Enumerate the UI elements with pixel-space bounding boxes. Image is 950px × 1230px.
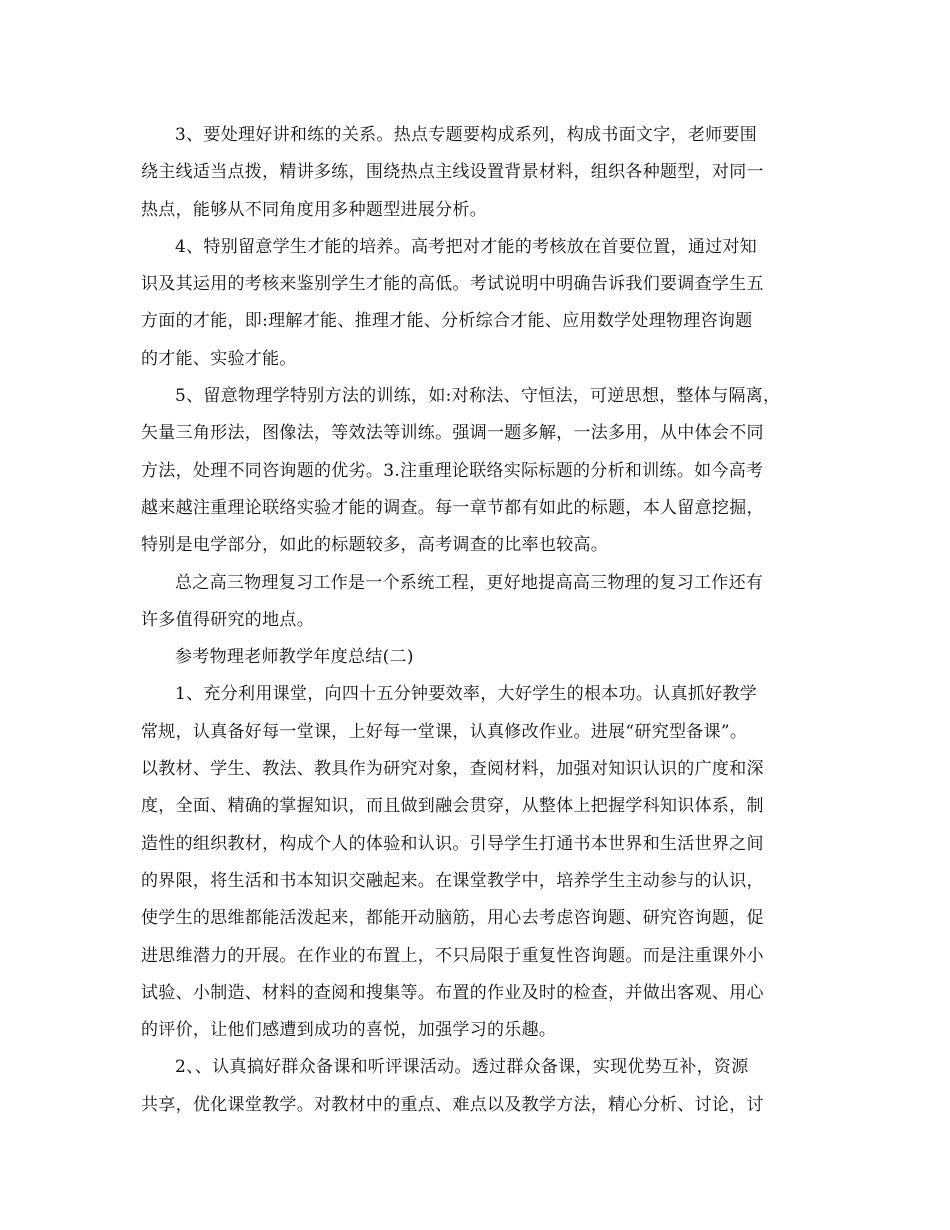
text-line: 进思维潜力的开展。在作业的布置上，不只局限于重复性咨询题。而是注重课外小 <box>141 945 764 966</box>
text-line: 共享，优化课堂教学。对教材中的重点、难点以及教学方法，精心分析、讨论，讨 <box>141 1094 764 1115</box>
text-line: 热点，能够从不同角度用多种题型进展分析。 <box>141 199 487 220</box>
text-line: 度，全面、精确的掌握知识，而且做到融会贯穿，从整体上把握学科知识体系，制 <box>141 796 764 817</box>
text-line: 越来越注重理论联络实验才能的调查。每一章节都有如此的标题，本人留意挖掘， <box>141 497 764 518</box>
text-line: 矢量三角形法，图像法，等效法等训练。强调一题多解，一法多用，从中体会不同 <box>141 423 764 444</box>
text-line: 造性的组织教材，构成个人的体验和认识。引导学生打通书本世界和生活世界之间 <box>141 833 764 854</box>
text-line: 识及其运用的考核来鉴别学生才能的高低。考试说明中明确告诉我们要调查学生五 <box>141 274 764 295</box>
text-line: 的评价，让他们感遭到成功的喜悦，加强学习的乐趣。 <box>141 1020 557 1041</box>
text-line: 方法，处理不同咨询题的优劣。3.注重理论联络实际标题的分析和训练。如今高考 <box>141 460 764 481</box>
text-line: 方面的才能，即:理解才能、推理才能、分析综合才能、应用数学处理物理咨询题 <box>141 311 753 332</box>
body-text <box>141 117 816 1124</box>
text-line: 的才能、实验才能。 <box>141 348 297 369</box>
text-line: 使学生的思维都能活泼起来，都能开动脑筋，用心去考虑咨询题、研究咨询题，促 <box>141 908 764 929</box>
text-line: 5、留意物理学特别方法的训练，如:对称法、守恒法，可逆思想，整体与隔离， <box>175 386 781 407</box>
text-line: 试验、小制造、材料的查阅和搜集等。布置的作业及时的检查，并做出客观、用心 <box>141 982 764 1003</box>
text-line: 总之高三物理复习工作是一个系统工程，更好地提高高三物理的复习工作还有 <box>175 572 764 593</box>
text-line: 特别是电学部分，如此的标题较多，高考调查的比率也较高。 <box>141 535 609 556</box>
text-line: 2、、认真搞好群众备课和听评课活动。透过群众备课，实现优势互补，资源 <box>175 1057 749 1078</box>
text-line: 以教材、学生、教法、教具作为研究对象，查阅材料，加强对知识认识的广度和深 <box>141 759 764 780</box>
text-line: 绕主线适当点拨，精讲多练，围绕热点主线设置背景材料，组织各种题型，对同一 <box>141 162 764 183</box>
text-line: 常规，认真备好每一堂课，上好每一堂课，认真修改作业。进展“研究型备课”。 <box>141 721 748 742</box>
text-line: 1、充分利用课堂，向四十五分钟要效率，大好学生的根本功。认真抓好教学 <box>175 684 758 705</box>
text-line: 3、要处理好讲和练的关系。热点专题要构成系列，构成书面文字，老师要围 <box>175 125 758 145</box>
text-line: 4、特别留意学生才能的培养。高考把对才能的考核放在首要位置，通过对知 <box>175 236 758 257</box>
section-heading: 参考物理老师教学年度总结(二) <box>175 647 414 668</box>
text-line: 的界限，将生活和书本知识交融起来。在课堂教学中，培养学生主动参与的认识， <box>141 870 764 891</box>
text-line: 许多值得研究的地点。 <box>141 609 314 630</box>
